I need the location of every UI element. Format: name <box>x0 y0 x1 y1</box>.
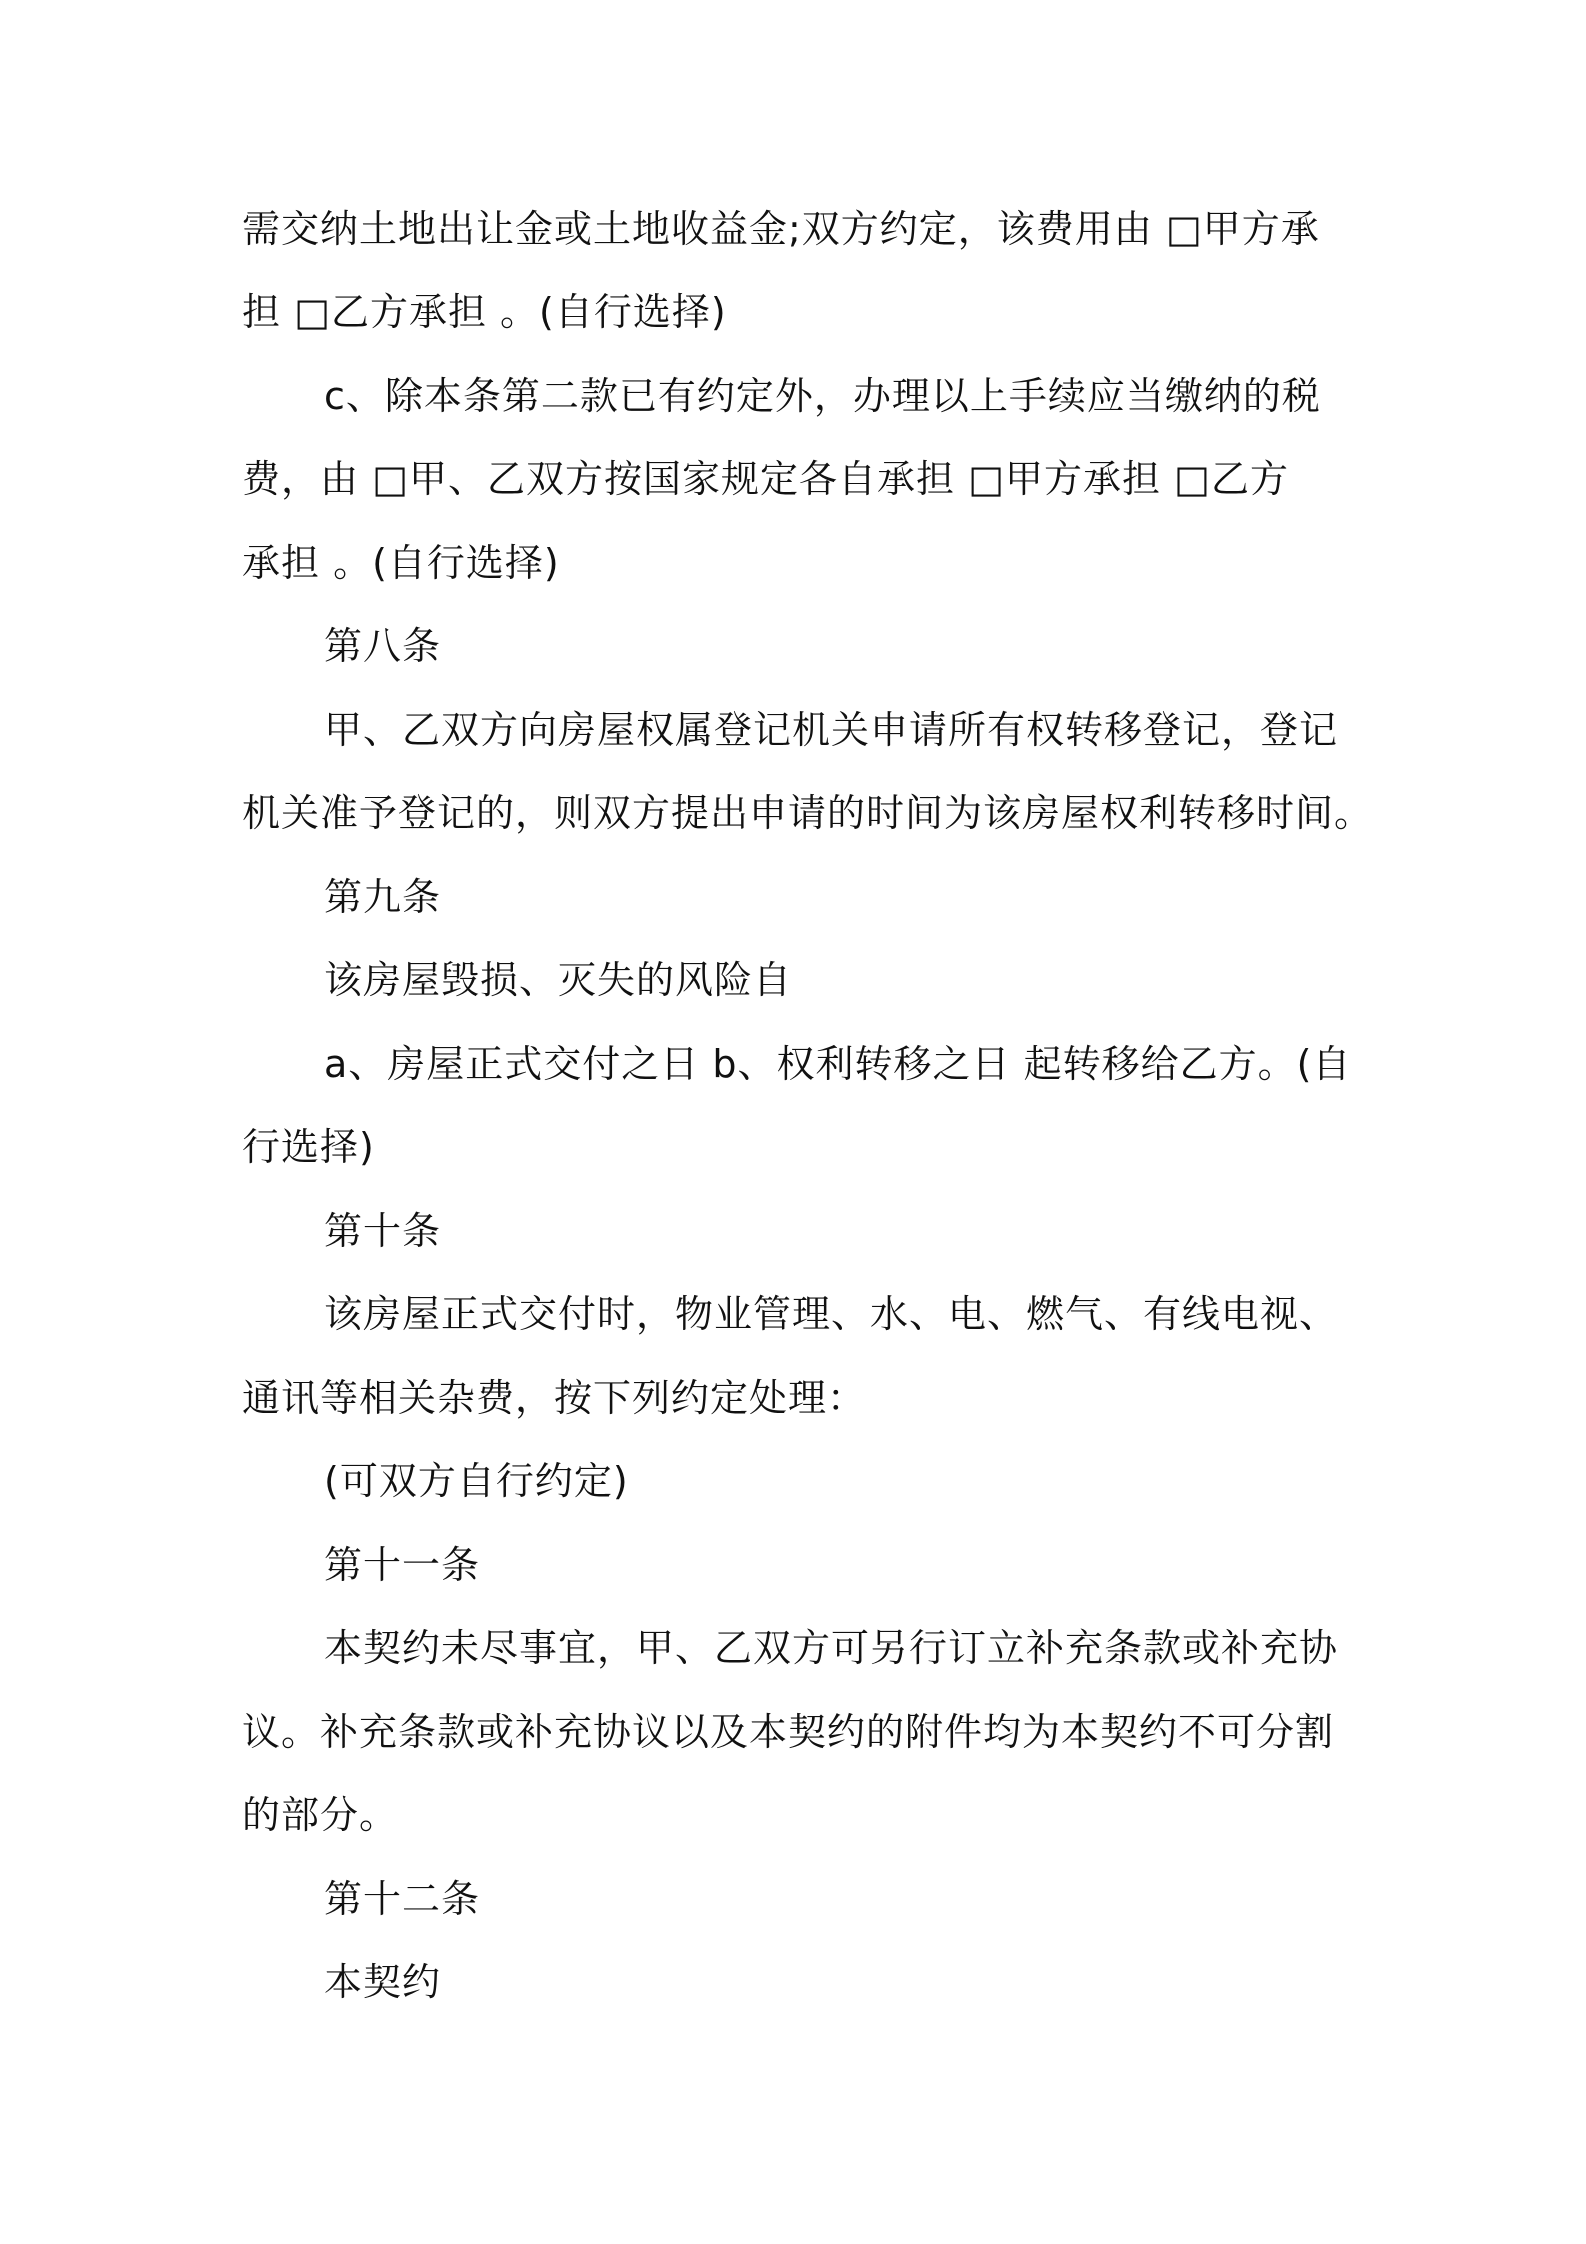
article-heading: 第十条 <box>324 1209 442 1253</box>
paragraph-line: 甲、乙双方向房屋权属登记机关申请所有权转移登记，登记 <box>324 708 1339 752</box>
paragraph-line: 通讯等相关杂费，按下列约定处理： <box>242 1376 867 1420</box>
paragraph-line: a、房屋正式交付之日 b、权利转移之日 起转移给乙方。(自 <box>324 1042 1352 1086</box>
paragraph-line: c、除本条第二款已有约定外，办理以上手续应当缴纳的税 <box>324 374 1321 418</box>
article-heading: 第八条 <box>324 624 442 668</box>
paragraph-line: 该房屋正式交付时，物业管理、水、电、燃气、有线电视、 <box>324 1292 1339 1336</box>
paragraph-line: 本契约未尽事宜，甲、乙双方可另行订立补充条款或补充协 <box>324 1626 1339 1670</box>
article-heading: 第九条 <box>324 875 442 919</box>
paragraph-line: 需交纳土地出让金或土地收益金;双方约定，该费用由 □甲方承 <box>242 207 1320 251</box>
article-heading: 第十二条 <box>324 1877 481 1921</box>
article-heading: 第十一条 <box>324 1543 481 1587</box>
paragraph-line: 本契约 <box>324 1960 442 2004</box>
paragraph-line: 议。补充条款或补充协议以及本契约的附件均为本契约不可分割 <box>242 1710 1335 1754</box>
paragraph-line: 该房屋毁损、灭失的风险自 <box>324 958 793 1002</box>
paragraph-line: 的部分。 <box>242 1793 399 1837</box>
paragraph-line: 费，由 □甲、乙双方按国家规定各自承担 □甲方承担 □乙方 <box>242 457 1289 501</box>
paragraph-line: 承担 。(自行选择) <box>242 541 560 585</box>
paragraph-line: 行选择) <box>242 1125 375 1169</box>
paragraph-line: (可双方自行约定) <box>324 1459 629 1503</box>
paragraph-line: 担 □乙方承担 。(自行选择) <box>242 290 727 334</box>
paragraph-line: 机关准予登记的，则双方提出申请的时间为该房屋权利转移时间。 <box>242 791 1374 835</box>
